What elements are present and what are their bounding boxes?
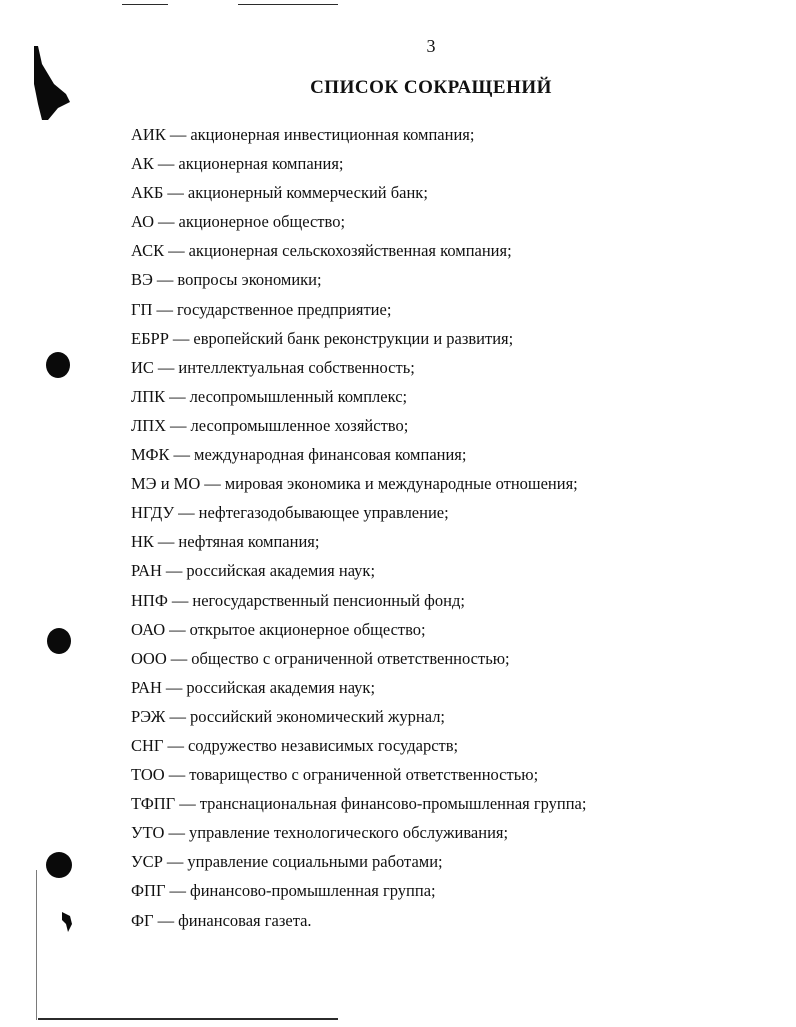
list-item: [131, 559, 771, 588]
abbreviation-definition: российская академия наук;: [186, 561, 376, 581]
abbreviation-definition: финансово-промышленная группа;: [190, 881, 436, 901]
abbreviation-term: АСК: [131, 241, 165, 261]
abbreviation-term: НК: [131, 532, 154, 552]
list-item: [131, 501, 771, 530]
abbreviation-definition: акционерная сельскохозяйственная компания;: [188, 241, 512, 261]
separator-dash: —: [165, 677, 183, 697]
punch-hole-3-icon: [46, 852, 72, 878]
abbreviation-term: ООО: [131, 648, 167, 668]
abbreviation-definition: нефтяная компания;: [178, 532, 320, 552]
separator-dash: —: [169, 881, 186, 901]
abbreviation-term: АО: [131, 212, 155, 232]
abbreviation-term: МФК: [131, 445, 170, 465]
separator-dash: —: [171, 590, 189, 610]
abbreviation-term: ВЭ: [131, 270, 153, 290]
separator-dash: —: [167, 735, 184, 755]
abbreviation-definition: нефтегазодобывающее управление;: [198, 503, 449, 523]
scan-edge-line-bottom: [38, 1018, 338, 1020]
abbreviation-definition: российский экономический журнал;: [189, 706, 446, 726]
abbreviation-term: ФПГ: [131, 881, 166, 901]
separator-dash: —: [169, 386, 186, 406]
separator-dash: —: [172, 328, 190, 348]
abbreviation-definition: лесопромышленный комплекс;: [189, 386, 408, 406]
list-item: [131, 356, 771, 385]
abbreviation-definition: негосударственный пенсионный фонд;: [192, 590, 465, 610]
abbreviation-term: ОАО: [131, 619, 166, 639]
abbreviation-term: УСР: [131, 852, 163, 872]
abbreviation-term: СНГ: [131, 735, 164, 755]
abbreviation-list: [131, 123, 771, 938]
separator-dash: —: [166, 852, 184, 872]
list-item: [131, 589, 771, 618]
separator-dash: —: [157, 357, 175, 377]
abbreviation-term: МЭ и МО: [131, 474, 201, 494]
abbreviation-term: РАН: [131, 677, 162, 697]
list-item: [131, 268, 771, 297]
list-item: [131, 909, 771, 938]
binding-mark-bottom-icon: [60, 910, 74, 934]
scan-edge-line-top-right: [238, 4, 338, 5]
abbreviation-term: ИС: [131, 357, 154, 377]
abbreviation-definition: лесопромышленное хозяйство;: [190, 415, 409, 435]
list-item: [131, 327, 771, 356]
list-item: [131, 530, 771, 559]
abbreviation-definition: акционерная компания;: [178, 154, 344, 174]
list-item: [131, 385, 771, 414]
abbreviation-definition: финансовая газета.: [178, 910, 312, 930]
abbreviation-definition: акционерный коммерческий банк;: [187, 183, 428, 203]
list-item: [131, 443, 771, 472]
abbreviation-term: УТО: [131, 823, 165, 843]
abbreviation-term: АИК: [131, 125, 166, 144]
abbreviation-term: АК: [131, 154, 154, 174]
separator-dash: —: [168, 241, 185, 261]
abbreviation-definition: управление социальными работами;: [187, 852, 443, 872]
separator-dash: —: [173, 445, 190, 465]
list-item: [131, 879, 771, 908]
separator-dash: —: [157, 154, 175, 174]
list-item: [131, 850, 771, 879]
abbreviation-definition: общество с ограниченной ответственностью;: [191, 648, 510, 668]
separator-dash: —: [156, 270, 174, 290]
scan-edge-line-left: [36, 870, 37, 1020]
separator-dash: —: [156, 299, 173, 319]
separator-dash: —: [178, 503, 195, 523]
abbreviation-definition: акционерная инвестиционная компания;: [190, 125, 475, 144]
list-item: [131, 676, 771, 705]
abbreviation-definition: товарищество с ограниченной ответственностью;: [189, 765, 539, 785]
list-item: [131, 792, 771, 821]
separator-dash: —: [170, 648, 188, 668]
abbreviation-term: ГП: [131, 299, 153, 319]
abbreviation-term: ТОО: [131, 765, 165, 785]
abbreviation-definition: мировая экономика и международные отношения;: [224, 474, 578, 494]
punch-hole-1-icon: [46, 352, 70, 378]
abbreviation-definition: государственное предприятие;: [176, 299, 392, 319]
abbreviation-definition: содружество независимых государств;: [187, 735, 459, 755]
list-item: [131, 210, 771, 239]
list-item: [131, 239, 771, 268]
list-item: [131, 414, 771, 443]
separator-dash: —: [165, 561, 183, 581]
separator-dash: —: [169, 619, 186, 639]
abbreviation-term: АКБ: [131, 183, 164, 203]
list-item: [131, 821, 771, 850]
page-title: СПИСОК СОКРАЩЕНИЙ: [310, 77, 552, 98]
separator-dash: —: [179, 794, 196, 814]
list-item: [131, 763, 771, 792]
abbreviation-term: РЭЖ: [131, 706, 166, 726]
punch-hole-2-icon: [47, 628, 71, 654]
abbreviation-definition: международная финансовая компания;: [194, 445, 467, 465]
abbreviation-term: НГДУ: [131, 503, 175, 523]
abbreviation-definition: управление технологического обслуживания;: [188, 823, 509, 843]
abbreviation-term: ТФПГ: [131, 794, 176, 814]
separator-dash: —: [158, 212, 175, 232]
separator-dash: —: [204, 474, 221, 494]
list-item: [131, 618, 771, 647]
abbreviation-definition: акционерное общество;: [178, 212, 346, 232]
abbreviation-term: ЛПК: [131, 386, 166, 406]
list-item: [131, 298, 771, 327]
abbreviation-term: ФГ: [131, 910, 154, 930]
abbreviation-definition: вопросы экономики;: [177, 270, 322, 290]
abbreviation-term: НПФ: [131, 590, 168, 610]
separator-dash: —: [169, 706, 186, 726]
list-item: [131, 123, 771, 152]
list-item: [131, 181, 771, 210]
abbreviation-term: ЕБРР: [131, 328, 169, 348]
abbreviation-definition: интеллектуальная собственность;: [178, 357, 415, 377]
abbreviation-definition: российская академия наук;: [186, 677, 376, 697]
separator-dash: —: [157, 532, 175, 552]
abbreviation-definition: открытое акционерное общество;: [189, 619, 426, 639]
list-item: [131, 734, 771, 763]
separator-dash: —: [157, 910, 175, 930]
list-item: [131, 472, 771, 501]
separator-dash: —: [170, 415, 187, 435]
abbreviation-definition: европейский банк реконструкции и развития;: [193, 328, 514, 348]
separator-dash: —: [167, 183, 184, 203]
abbreviation-term: РАН: [131, 561, 162, 581]
scan-edge-line-top-left: [122, 4, 168, 5]
list-item: [131, 647, 771, 676]
separator-dash: —: [168, 823, 185, 843]
separator-dash: —: [169, 125, 187, 144]
list-item: [131, 705, 771, 734]
separator-dash: —: [168, 765, 186, 785]
list-item: [131, 152, 771, 181]
abbreviation-term: ЛПХ: [131, 415, 167, 435]
abbreviation-definition: транснациональная финансово-промышленная группа;: [199, 794, 587, 814]
page-number: 3: [426, 36, 436, 56]
